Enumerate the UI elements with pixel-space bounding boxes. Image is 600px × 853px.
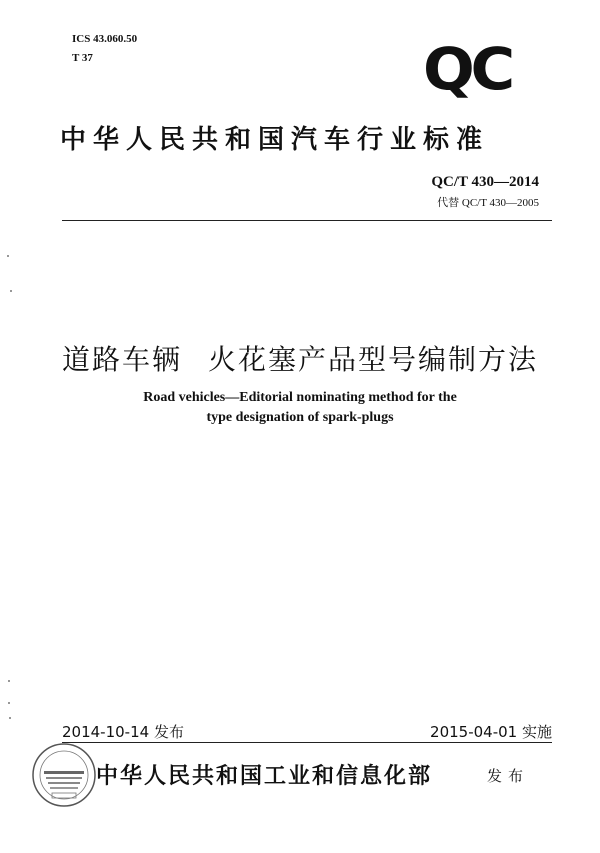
document-title-en	[0, 388, 600, 428]
seller-seal-icon	[30, 741, 98, 809]
standard-number-block	[431, 174, 539, 210]
issue-date: 2014-10-14 发布	[62, 723, 184, 741]
title-en-line2: type designation of spark-plugs	[206, 410, 394, 425]
publish-label: 发布	[487, 767, 530, 785]
standard-number: QC/T 430—2014	[431, 174, 539, 190]
class-code: T 37	[72, 52, 93, 64]
replaces-standard: 代替 QC/T 430—2005	[437, 197, 539, 209]
document-title-cn	[0, 338, 600, 378]
bottom-divider	[62, 742, 552, 743]
standard-title: 中华人民共和国汽车行业标准	[60, 125, 490, 155]
implementation-date: 2015-04-01 实施	[430, 723, 552, 741]
scan-speck	[10, 290, 12, 292]
scan-speck	[8, 680, 10, 682]
scan-speck	[9, 717, 11, 719]
top-divider	[62, 220, 552, 221]
title-cn-part1: 道路车辆	[61, 343, 182, 376]
scan-speck	[7, 255, 9, 257]
title-en-line1: Road vehicles—Editorial nominating method for the	[143, 390, 457, 405]
qc-logo-text: QC	[422, 35, 512, 103]
classification-codes	[72, 30, 137, 68]
title-cn-part2: 火花塞产品型号编制方法	[208, 343, 539, 376]
ics-code: ICS 43.060.50	[72, 33, 138, 45]
issuing-authority: 中华人民共和国工业和信息化部	[96, 764, 433, 789]
qc-logo	[409, 35, 525, 103]
scan-speck	[8, 702, 10, 704]
